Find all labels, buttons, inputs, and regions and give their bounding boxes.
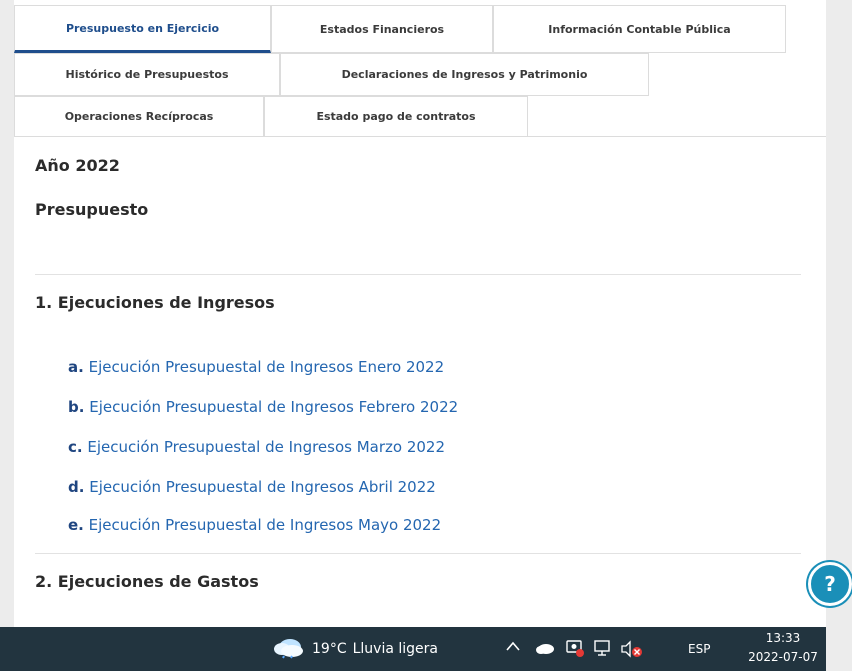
system-clock[interactable] (738, 629, 828, 667)
item-text: Ejecución Presupuestal de Ingresos Mayo 2022 (88, 516, 442, 534)
weather-widget[interactable] (272, 627, 438, 671)
meet-now-icon[interactable] (565, 638, 585, 658)
section-title-ingresos: 1. Ejecuciones de Ingresos (35, 293, 275, 312)
item-letter: d. (68, 478, 85, 496)
taskbar (0, 627, 826, 671)
clock-date: 2022-07-07 (748, 650, 818, 664)
link-ingresos-abril[interactable] (68, 478, 436, 496)
budget-heading: Presupuesto (35, 200, 149, 219)
section-divider (35, 553, 801, 554)
section-title-gastos: 2. Ejecuciones de Gastos (35, 572, 259, 591)
tabs-divider (14, 136, 826, 137)
link-ingresos-mayo[interactable] (68, 516, 441, 534)
tab-informacion-contable-publica[interactable]: Información Contable Pública (493, 5, 786, 53)
weather-cloud-rain-icon (272, 636, 304, 662)
link-ingresos-febrero[interactable] (68, 398, 458, 416)
tab-historico-de-presupuestos[interactable]: Histórico de Presupuestos (14, 53, 280, 96)
clock-time: 13:33 (765, 631, 801, 645)
item-letter: c. (68, 438, 83, 456)
language-label: ESP (688, 642, 711, 656)
year-heading: Año 2022 (35, 156, 120, 175)
item-letter: a. (68, 358, 84, 376)
weather-temperature: 19°C (312, 641, 347, 657)
item-text: Ejecución Presupuestal de Ingresos Abril 2022 (89, 478, 436, 496)
weather-description: Lluvia ligera (352, 641, 438, 657)
item-text: Ejecución Presupuestal de Ingresos Marzo 2022 (87, 438, 446, 456)
link-ingresos-enero[interactable] (68, 358, 444, 376)
tab-presupuesto-en-ejercicio[interactable]: Presupuesto en Ejercicio (14, 5, 271, 53)
tab-estado-pago-de-contratos[interactable]: Estado pago de contratos (264, 96, 528, 137)
input-language[interactable] (688, 627, 710, 671)
help-button[interactable] (808, 562, 852, 606)
web-page (14, 0, 836, 627)
question-mark-icon: ? (824, 572, 836, 596)
onedrive-cloud-icon[interactable] (535, 641, 555, 655)
item-letter: b. (68, 398, 85, 416)
item-letter: e. (68, 516, 84, 534)
item-text: Ejecución Presupuestal de Ingresos Febrero 2022 (89, 398, 459, 416)
tab-declaraciones-ingresos-patrimonio[interactable]: Declaraciones de Ingresos y Patrimonio (280, 53, 649, 96)
chevron-up-icon[interactable] (505, 640, 521, 652)
section-divider (35, 274, 801, 275)
tab-operaciones-reciprocas[interactable]: Operaciones Recíprocas (14, 96, 264, 137)
link-ingresos-marzo[interactable] (68, 438, 445, 456)
volume-muted-icon[interactable] (620, 640, 644, 658)
item-text: Ejecución Presupuestal de Ingresos Enero 2022 (88, 358, 445, 376)
tab-estados-financieros[interactable]: Estados Financieros (271, 5, 493, 53)
network-icon[interactable] (593, 639, 613, 657)
